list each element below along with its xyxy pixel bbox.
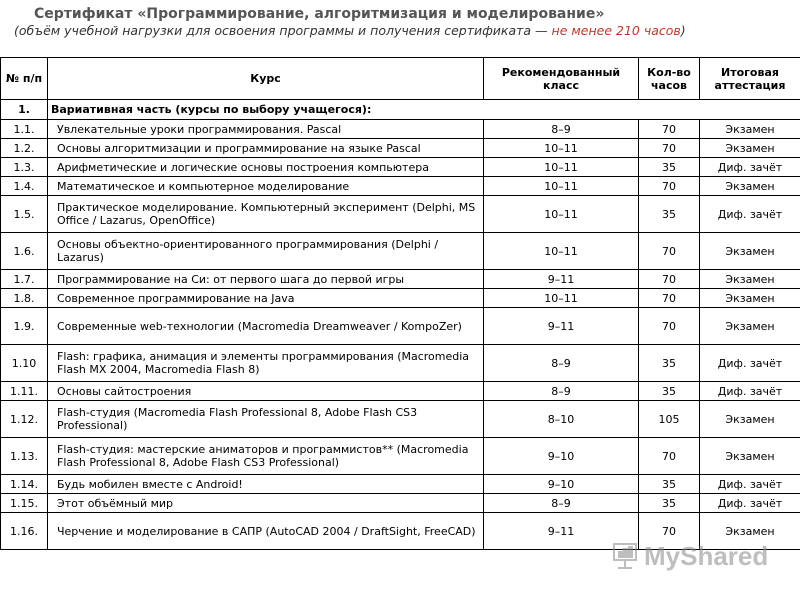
- column-header-num: № п/п: [1, 58, 48, 100]
- hours-count: 70: [639, 139, 700, 158]
- table-row: [1, 196, 800, 233]
- recommended-grade: 9–10: [484, 438, 639, 475]
- row-number: 1.14.: [1, 475, 48, 494]
- final-attestation: Экзамен: [700, 308, 800, 345]
- course-name: Основы алгоритмизации и программирование на языке Pascal: [48, 139, 484, 158]
- row-number: 1.9.: [1, 308, 48, 345]
- final-attestation: Диф. зачёт: [700, 158, 800, 177]
- row-number: 1.5.: [1, 196, 48, 233]
- final-attestation: Диф. зачёт: [700, 382, 800, 401]
- course-name: Практическое моделирование. Компьютерный эксперимент (Delphi, MS Office / Lazarus, OpenOffice): [48, 196, 484, 233]
- table-row: [1, 233, 800, 270]
- row-number: 1.1.: [1, 120, 48, 139]
- row-number: 1.3.: [1, 158, 48, 177]
- column-header-course: Курс: [48, 58, 484, 100]
- course-name: Математическое и компьютерное моделирование: [48, 177, 484, 196]
- column-header-attestation: Итоговая аттестация: [700, 58, 800, 100]
- recommended-grade: 10–11: [484, 233, 639, 270]
- row-number: 1.16.: [1, 513, 48, 550]
- row-number: 1.13.: [1, 438, 48, 475]
- recommended-grade: 10–11: [484, 139, 639, 158]
- recommended-grade: 10–11: [484, 196, 639, 233]
- course-name: Основы сайтостроения: [48, 382, 484, 401]
- course-name: Черчение и моделирование в САПР (AutoCAD 2004 / DraftSight, FreeCAD): [48, 513, 484, 550]
- row-number: 1.7.: [1, 270, 48, 289]
- recommended-grade: 8–9: [484, 345, 639, 382]
- course-name: Увлекательные уроки программирования. Pascal: [48, 120, 484, 139]
- recommended-grade: 9–11: [484, 513, 639, 550]
- table-row: [1, 270, 800, 289]
- recommended-grade: 10–11: [484, 177, 639, 196]
- course-name: Современные web-технологии (Macromedia Dreamweaver / KompoZer): [48, 308, 484, 345]
- course-name: Программирование на Си: от первого шага до первой игры: [48, 270, 484, 289]
- hours-count: 70: [639, 289, 700, 308]
- final-attestation: Диф. зачёт: [700, 196, 800, 233]
- table-header-row: [1, 58, 800, 100]
- hours-count: 70: [639, 177, 700, 196]
- hours-count: 70: [639, 270, 700, 289]
- table-row: [1, 139, 800, 158]
- recommended-grade: 8–9: [484, 120, 639, 139]
- table-row: [1, 513, 800, 550]
- row-number: 1.6.: [1, 233, 48, 270]
- row-number: 1.8.: [1, 289, 48, 308]
- section-number: 1.: [1, 100, 48, 120]
- table-row: [1, 494, 800, 513]
- table-row: [1, 177, 800, 196]
- final-attestation: Диф. зачёт: [700, 494, 800, 513]
- recommended-grade: 9–11: [484, 308, 639, 345]
- recommended-grade: 10–11: [484, 158, 639, 177]
- final-attestation: Экзамен: [700, 289, 800, 308]
- courses-table: [0, 57, 800, 550]
- subtitle-suffix: ): [680, 23, 686, 38]
- table-row: [1, 475, 800, 494]
- row-number: 1.11.: [1, 382, 48, 401]
- row-number: 1.10: [1, 345, 48, 382]
- hours-count: 70: [639, 438, 700, 475]
- recommended-grade: 8–10: [484, 401, 639, 438]
- hours-count: 35: [639, 158, 700, 177]
- course-name: Flash: графика, анимация и элементы программирования (Macromedia Flash MX 2004, Macromedia Flash 8): [48, 345, 484, 382]
- hours-count: 70: [639, 120, 700, 139]
- hours-count: 70: [639, 513, 700, 550]
- final-attestation: Экзамен: [700, 139, 800, 158]
- table-row: [1, 289, 800, 308]
- subtitle-prefix: (объём учебной нагрузки для освоения программы и получения сертификата —: [14, 23, 552, 38]
- subtitle-accent: не менее 210 часов: [551, 23, 681, 38]
- final-attestation: Экзамен: [700, 233, 800, 270]
- final-attestation: Экзамен: [700, 401, 800, 438]
- recommended-grade: 9–10: [484, 475, 639, 494]
- recommended-grade: 8–9: [484, 494, 639, 513]
- table-row: [1, 345, 800, 382]
- table-row: [1, 120, 800, 139]
- row-number: 1.4.: [1, 177, 48, 196]
- recommended-grade: 9–11: [484, 270, 639, 289]
- final-attestation: Экзамен: [700, 177, 800, 196]
- final-attestation: Экзамен: [700, 438, 800, 475]
- document-title: Сертификат «Программирование, алгоритмизация и моделирование»: [34, 6, 605, 22]
- table-row: [1, 158, 800, 177]
- course-name: Основы объектно-ориентированного программирования (Delphi / Lazarus): [48, 233, 484, 270]
- hours-count: 35: [639, 345, 700, 382]
- final-attestation: Экзамен: [700, 120, 800, 139]
- hours-count: 70: [639, 308, 700, 345]
- course-name: Будь мобилен вместе с Android!: [48, 475, 484, 494]
- hours-count: 35: [639, 196, 700, 233]
- final-attestation: Экзамен: [700, 270, 800, 289]
- column-header-hours: Кол-во часов: [639, 58, 700, 100]
- table-row: [1, 308, 800, 345]
- hours-count: 105: [639, 401, 700, 438]
- course-name: Арифметические и логические основы построения компьютера: [48, 158, 484, 177]
- hours-count: 35: [639, 382, 700, 401]
- recommended-grade: 10–11: [484, 289, 639, 308]
- final-attestation: Экзамен: [700, 513, 800, 550]
- section-row: [1, 100, 800, 120]
- row-number: 1.12.: [1, 401, 48, 438]
- column-header-grade: Рекомендованный класс: [484, 58, 639, 100]
- course-name: Современное программирование на Java: [48, 289, 484, 308]
- row-number: 1.15.: [1, 494, 48, 513]
- course-name: Flash-студия (Macromedia Flash Professional 8, Adobe Flash CS3 Professional): [48, 401, 484, 438]
- document-subtitle: [14, 23, 686, 38]
- hours-count: 70: [639, 233, 700, 270]
- table-row: [1, 382, 800, 401]
- hours-count: 35: [639, 494, 700, 513]
- table-row: [1, 401, 800, 438]
- section-title: Вариативная часть (курсы по выбору учащегося):: [48, 100, 800, 120]
- recommended-grade: 8–9: [484, 382, 639, 401]
- row-number: 1.2.: [1, 139, 48, 158]
- course-name: Этот объёмный мир: [48, 494, 484, 513]
- hours-count: 35: [639, 475, 700, 494]
- course-name: Flash-студия: мастерские аниматоров и программистов** (Macromedia Flash Professional 8, Adobe Flash CS3 Professional): [48, 438, 484, 475]
- table-row: [1, 438, 800, 475]
- watermark-text: MyShared: [644, 541, 769, 571]
- final-attestation: Диф. зачёт: [700, 345, 800, 382]
- final-attestation: Диф. зачёт: [700, 475, 800, 494]
